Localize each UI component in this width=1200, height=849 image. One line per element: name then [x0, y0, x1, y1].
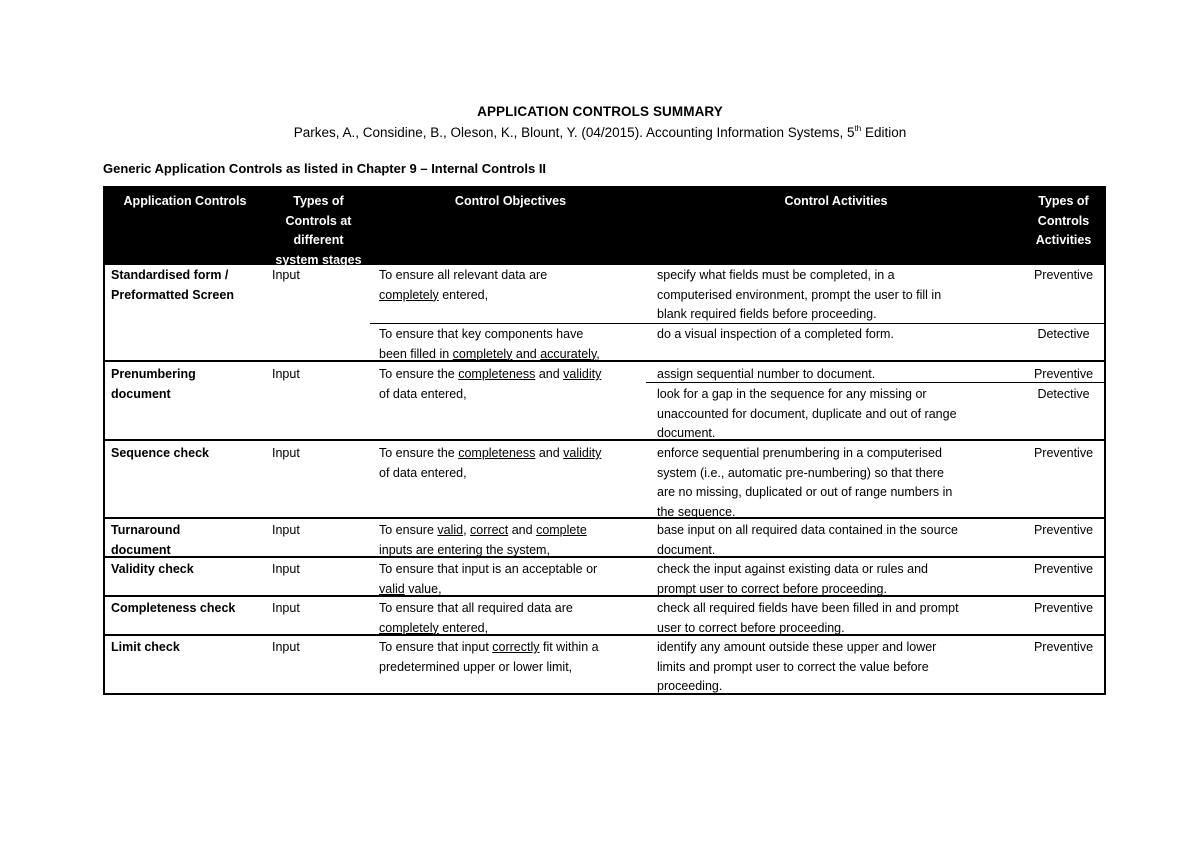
header-types-activities: Types of Controls Activities — [1035, 194, 1092, 247]
activity-type: Preventive — [1033, 367, 1094, 381]
control-objective: To ensure valid, correct and complete inputs are entering the system, — [379, 523, 587, 557]
row-divider — [105, 517, 1104, 519]
control-objective: To ensure all relevant data are completely entered, — [379, 268, 548, 302]
control-name: Turnaround document — [111, 523, 181, 557]
header-control-objectives: Control Objectives — [454, 194, 567, 208]
control-activity: check the input against existing data or rules and prompt user to correct before proceeding. — [657, 562, 929, 596]
control-activity: look for a gap in the sequence for any missing or unaccounted for document, duplicate and out of range document. — [657, 387, 957, 440]
header-types-stage: Types of Controls at different system stages — [275, 194, 362, 267]
control-activity: specify what fields must be completed, in a computerised environment, prompt the user to fill in blank required fields before proceeding. — [657, 268, 942, 321]
application-controls-table — [103, 186, 1106, 695]
control-activity: identify any amount outside these upper and lower limits and prompt user to correct the value before proceeding. — [657, 640, 937, 693]
control-name: Sequence check — [111, 446, 209, 460]
activity-type: Preventive — [1033, 268, 1094, 282]
control-objective: To ensure the completeness and validity of data entered, — [379, 367, 602, 401]
row-divider — [105, 360, 1104, 362]
activity-type: Detective — [1037, 387, 1090, 401]
control-objective: To ensure that key components have been filled in completely and accurately, — [379, 327, 600, 361]
control-stage: Input — [272, 446, 300, 460]
control-objective: To ensure that all required data are completely entered, — [379, 601, 573, 635]
control-activity: base input on all required data contained in the source document. — [657, 523, 958, 557]
control-name: Limit check — [111, 640, 180, 654]
document-title: APPLICATION CONTROLS SUMMARY — [477, 104, 723, 119]
activity-type: Detective — [1037, 327, 1090, 341]
table-header — [105, 188, 1104, 265]
activity-type: Preventive — [1033, 446, 1094, 460]
control-name: Prenumbering document — [111, 367, 196, 401]
activity-type: Preventive — [1033, 562, 1094, 576]
control-activity: do a visual inspection of a completed form. — [657, 327, 894, 341]
control-name: Completeness check — [111, 601, 236, 615]
row-divider — [105, 595, 1104, 597]
control-activity: assign sequential number to document. — [657, 367, 876, 381]
control-stage: Input — [272, 523, 300, 537]
citation: Parkes, A., Considine, B., Oleson, K., Blount, Y. (04/2015). Accounting Information Systems, 5th Edition — [293, 123, 907, 140]
header-control-activities: Control Activities — [784, 194, 888, 208]
control-objective: To ensure that input correctly fit within a predetermined upper or lower limit, — [379, 640, 599, 674]
control-name: Standardised form / Preformatted Screen — [111, 268, 234, 302]
control-activity: enforce sequential prenumbering in a computerised system (i.e., automatic pre-numbering) so that there are no missing, duplicated or out of range numbers in the sequence. — [657, 446, 953, 519]
control-stage: Input — [272, 640, 300, 654]
control-stage: Input — [272, 601, 300, 615]
citation-superscript: th — [854, 123, 862, 133]
section-subtitle: Generic Application Controls as listed in Chapter 9 – Internal Controls II — [103, 161, 547, 176]
control-stage: Input — [272, 268, 300, 282]
activity-type: Preventive — [1033, 640, 1094, 654]
activity-type: Preventive — [1033, 601, 1094, 615]
control-objective: To ensure that input is an acceptable or valid value, — [379, 562, 598, 596]
header-application-controls: Application Controls — [123, 194, 247, 208]
activity-type: Preventive — [1033, 523, 1094, 537]
control-stage: Input — [272, 367, 300, 381]
control-activity: check all required fields have been filled in and prompt user to correct before proceeding. — [657, 601, 959, 635]
control-name: Validity check — [111, 562, 194, 576]
control-stage: Input — [272, 562, 300, 576]
control-objective: To ensure the completeness and validity of data entered, — [379, 446, 602, 480]
